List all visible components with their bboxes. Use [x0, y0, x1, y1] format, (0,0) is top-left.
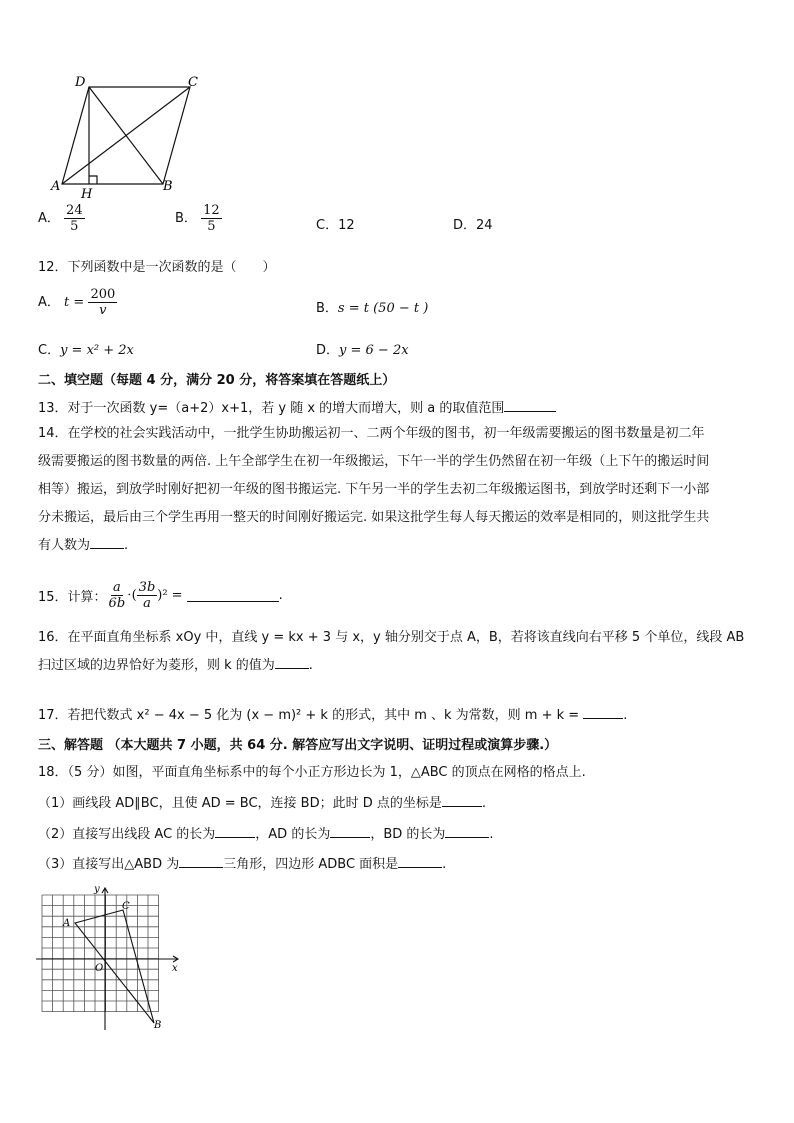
period: .	[442, 857, 447, 872]
q18-part-3	[38, 853, 446, 872]
q16-line: 扫过区域的边界恰好为菱形，则 k 的值为	[38, 658, 275, 673]
q12-option-b	[316, 297, 428, 316]
option-letter: A．	[38, 295, 60, 310]
answer-blank[interactable]	[445, 825, 489, 838]
option-letter: D．	[316, 343, 340, 358]
option-letter: B．	[175, 211, 197, 226]
answer-blank[interactable]	[215, 825, 255, 838]
answer-blank[interactable]	[275, 656, 309, 669]
label-o: O	[95, 963, 104, 974]
option-text: 24	[476, 218, 493, 233]
q18-part-2-text: （2）直接写出线段 AC 的长为	[38, 827, 216, 842]
answer-blank[interactable]	[187, 589, 279, 602]
q12-stem: 12．下列函数中是一次函数的是（ ）	[38, 260, 276, 275]
q18-stem: 18．（5 分）如图，平面直角坐标系中的每个小正方形边长为 1，△ABC 的顶点在网格的格点上.	[38, 765, 586, 780]
expr: y = x² + 2x	[60, 343, 134, 358]
option-letter: B．	[316, 301, 338, 316]
answer-blank[interactable]	[442, 794, 482, 807]
q14-line: 级需要搬运的图书数量的两倍. 上午全部学生在初一年级搬运，下午一半的学生仍然留在初一年级（上下午的搬运时间	[38, 454, 710, 469]
q17-text: 17．若把代数式 x² − 4x − 5 化为 (x − m)² + k 的形式，其中 m 、k 为常数，则 m + k =	[38, 708, 580, 723]
answer-blank[interactable]	[583, 706, 623, 719]
q14-line: 有人数为	[38, 538, 91, 553]
q12-option-a	[38, 287, 117, 318]
section-2-title: 二、填空题（每题 4 分，满分 20 分，将答案填在答题纸上）	[38, 373, 396, 388]
q16-line: 16．在平面直角坐标系 xOy 中，直线 y = kx + 3 与 x，y 轴分别交于点 A，B，若将该直线向右平移 5 个单位，线段 AB	[38, 630, 745, 645]
q11-option-b	[175, 203, 222, 234]
section-3-title: 三、解答题 （本大题共 7 小题，共 64 分. 解答应写出文字说明、证明过程或演算步骤.）	[38, 738, 558, 753]
label-a: A	[51, 179, 61, 194]
answer-blank[interactable]	[330, 825, 370, 838]
coordinate-grid-figure	[34, 882, 184, 1032]
label-b: B	[163, 179, 173, 194]
denominator: 6b	[108, 596, 126, 611]
expr: s = t (50 − t )	[337, 301, 429, 316]
label-c: C	[188, 75, 198, 90]
denominator: 5	[70, 219, 79, 234]
fraction-2	[137, 580, 158, 611]
label-b: B	[154, 1020, 162, 1031]
q13-text: 13．对于一次函数 y=（a+2）x+1，若 y 随 x 的增大而增大，则 a 的取值范围	[38, 401, 505, 416]
q18-part-3-text: （3）直接写出△ABD 为	[38, 857, 180, 872]
answer-blank[interactable]	[398, 855, 442, 868]
label-y: y	[94, 884, 100, 895]
option-letter: C．	[316, 218, 339, 233]
q12-option-d	[316, 339, 409, 358]
q15: 15．计算： $\frac{a}{6b}$ ⋅( $\frac{3b}{a}$ )² = .	[38, 580, 283, 611]
answer-blank[interactable]	[504, 399, 556, 412]
q11-option-d	[453, 214, 493, 233]
denominator: a	[143, 596, 151, 611]
option-letter: C．	[38, 343, 61, 358]
q11-option-a	[38, 203, 85, 234]
q18-part-1-text: （1）画线段 AD∥BC，且使 AD = BC，连接 BD；此时 D 点的坐标是	[38, 796, 442, 811]
q15-prefix: 15．计算：	[38, 590, 107, 605]
denominator: 5	[207, 219, 216, 234]
fraction	[88, 287, 117, 318]
option-letter: A．	[38, 211, 60, 226]
q12-option-c	[38, 339, 134, 358]
numerator: 3b	[138, 580, 156, 595]
q13	[38, 397, 556, 416]
q14-line: 相等）搬运，到放学时刚好把初一年级的图书搬运完. 下午另一半的学生去初二年级搬运图书，到放学时还剩下一小部	[38, 482, 710, 497]
q16-last-line: 扫过区域的边界恰好为菱形，则 k 的值为 .	[38, 658, 313, 673]
parallelogram-figure	[45, 72, 215, 202]
q11-option-c	[316, 214, 355, 233]
expr: y = 6 − 2x	[339, 343, 409, 358]
q17: 17．若把代数式 x² − 4x − 5 化为 (x − m)² + k 的形式，其中 m 、k 为常数，则 m + k = .	[38, 708, 628, 723]
q14	[38, 420, 768, 560]
q18-part-3-text: 三角形，四边形 ADBC 面积是	[223, 857, 399, 872]
q14-last-line: 有人数为 .	[38, 538, 129, 553]
q14-line: 分未搬运，最后由三个学生再用一整天的时间刚好搬运完. 如果这批学生每人每天搬运的效率是相同的，则这批学生共	[38, 510, 710, 525]
q18-part-1: （1）画线段 AD∥BC，且使 AD = BC，连接 BD；此时 D 点的坐标是 .	[38, 796, 487, 811]
numerator: a	[112, 580, 121, 595]
numerator: 12	[203, 203, 220, 218]
right-angle-mark	[89, 176, 97, 184]
numerator: 24	[66, 203, 83, 218]
label-c: C	[122, 901, 130, 912]
q18-part-2: （2）直接写出线段 AC 的长为 ，AD 的长为 ，BD 的长为 .	[38, 827, 494, 842]
q15-tail: )² =	[157, 588, 183, 603]
option-letter: D．	[453, 218, 477, 233]
diagonal-bd	[89, 87, 163, 184]
denominator: v	[99, 303, 107, 318]
label-h: H	[81, 187, 93, 202]
answer-blank[interactable]	[179, 855, 223, 868]
label-a: A	[63, 918, 71, 929]
option-text: 12	[338, 218, 355, 233]
q14-line: 14．在学校的社会实践活动中，一批学生协助搬运初一、二两个年级的图书，初一年级需要搬运的图书数量是初二年	[38, 426, 705, 441]
q18-part-2-text: ，AD 的长为	[255, 827, 331, 842]
answer-blank[interactable]	[90, 536, 124, 549]
numerator: 200	[90, 287, 116, 302]
multiply-open: ⋅(	[127, 588, 137, 603]
fraction	[201, 203, 222, 234]
q16	[38, 624, 768, 680]
expr-lhs: t =	[64, 295, 85, 310]
label-d: D	[75, 75, 86, 90]
label-x: x	[172, 963, 178, 974]
q18-part-2-text: ，BD 的长为	[370, 827, 446, 842]
fraction-1	[107, 580, 128, 611]
fraction	[64, 203, 85, 234]
